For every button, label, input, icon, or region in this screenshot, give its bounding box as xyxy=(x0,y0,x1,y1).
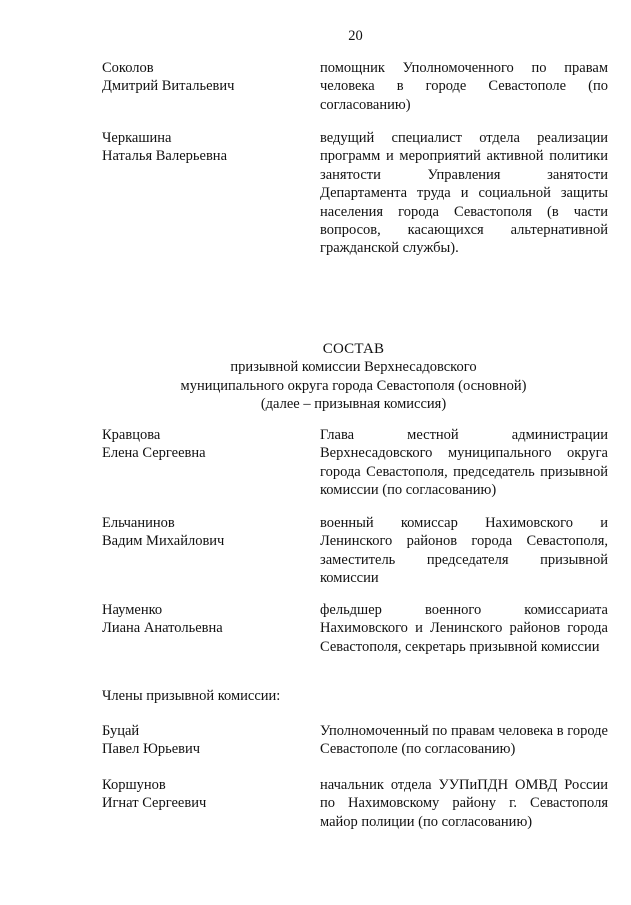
section-title: СОСТАВ xyxy=(322,341,385,357)
section-subtitle-line-1: призывной комиссии Верхнесадовского xyxy=(230,359,477,376)
member-name xyxy=(102,776,312,813)
member-name xyxy=(102,722,312,759)
member-given-names: Дмитрий Витальевич xyxy=(102,78,235,95)
member-given-names: Лиана Анатольевна xyxy=(102,620,223,637)
member-role: помощник Уполномоченного по правам человека в городе Севастополе (по согласованию) xyxy=(320,60,608,113)
member-surname: Соколов xyxy=(102,60,154,76)
member-name xyxy=(102,601,312,638)
member-role: начальник отдела УУПиПДН ОМВД России по Нахимовскому району г. Севастополя майор полиции (по согласованию) xyxy=(320,777,608,830)
member-surname: Кравцова xyxy=(102,427,161,443)
member-name xyxy=(102,426,312,463)
member-role: Глава местной администрации Верхнесадовского муниципального округа города Севастополя, председатель призывной комиссии (по согласованию) xyxy=(320,427,608,499)
member-name xyxy=(102,59,312,96)
member-given-names: Павел Юрьевич xyxy=(102,741,201,758)
member-role: фельдшер военного комиссариата Нахимовского и Ленинского районов города Севастополя, секретарь призывной комиссии xyxy=(320,602,608,655)
members-label: Члены призывной комиссии: xyxy=(102,688,281,704)
member-given-names: Вадим Михайлович xyxy=(102,533,225,550)
member-role: военный комиссар Нахимовского и Ленинского районов города Севастополя, заместитель председателя призывной комиссии xyxy=(320,515,608,587)
section-subtitle-line-2: муниципального округа города Севастополя (основной) xyxy=(180,377,527,394)
member-role: Уполномоченный по правам человека в городе Севастополе (по согласованию) xyxy=(320,723,608,758)
member-surname: Науменко xyxy=(102,602,163,618)
member-given-names: Наталья Валерьевна xyxy=(102,148,227,165)
member-surname: Ельчанинов xyxy=(102,515,175,531)
section-subtitle-line-3: (далее – призывная комиссия) xyxy=(260,396,447,413)
member-given-names: Елена Сергеевна xyxy=(102,445,206,462)
member-name xyxy=(102,129,312,166)
section-heading xyxy=(38,340,631,414)
member-given-names: Игнат Сергеевич xyxy=(102,795,207,812)
page-number: 20 xyxy=(348,28,363,44)
member-surname: Буцай xyxy=(102,723,140,739)
member-name xyxy=(102,514,312,551)
member-role: ведущий специалист отдела реализации программ и мероприятий активной политики занятости Управления занятости Департамента труда и социальной защиты населения города Севастополя (в части вопросов, касающихся альтернативной гражданской службы). xyxy=(320,130,608,257)
member-surname: Черкашина xyxy=(102,130,172,146)
member-surname: Коршунов xyxy=(102,777,166,793)
